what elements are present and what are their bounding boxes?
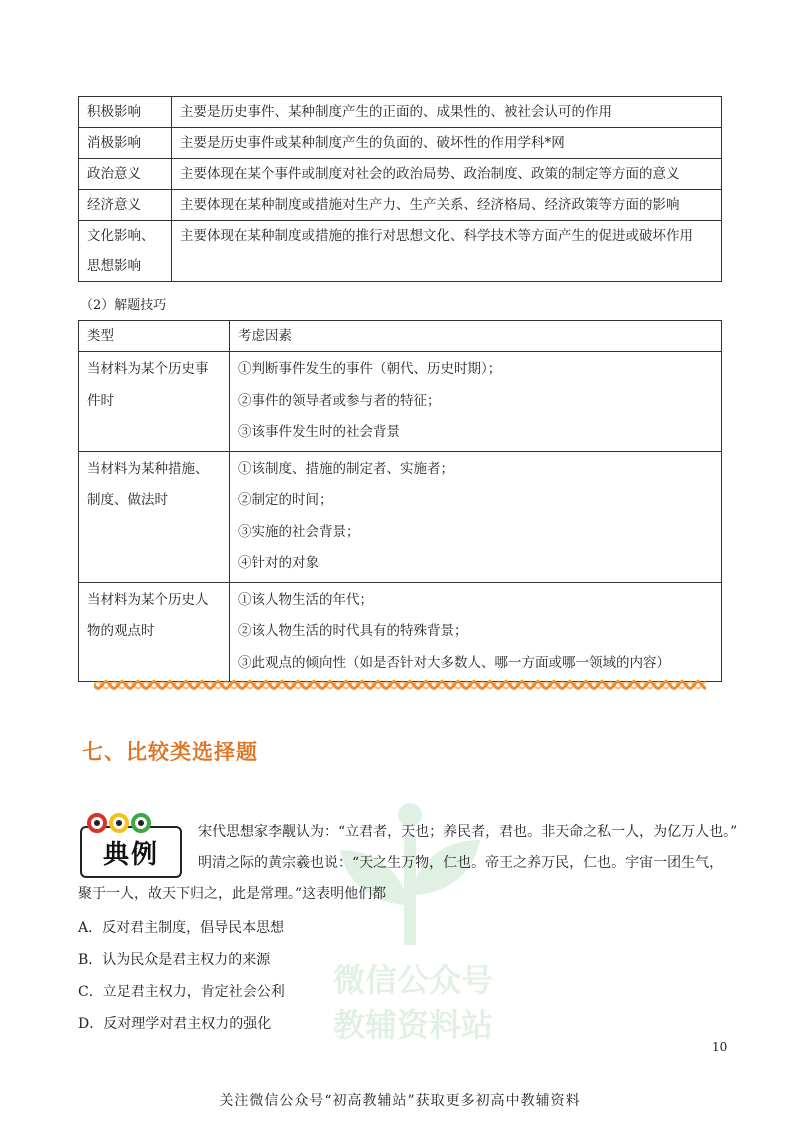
key-line: 文化影响、 [87, 228, 155, 244]
table-header-row [79, 321, 722, 352]
badge-dots-icon [86, 812, 156, 834]
key-line: 思想影响 [87, 258, 141, 274]
table-cell-value: 主要体现在某种制度或措施的推行对思想文化、科学技术等方面产生的促进或破坏作用 [172, 221, 722, 282]
question-line: 宋代思想家李觏认为：“立君者，天也；养民者，君也。非天命之私一人，为亿万人也。” [198, 824, 738, 840]
factor-line: ①该制度、措施的制定者、实施者； [238, 460, 454, 477]
table-cell-value: 主要体现在某个事件或制度对社会的政治局势、政治制度、政策的制定等方面的意义 [172, 159, 722, 190]
table-row [79, 97, 722, 128]
example-badge [80, 812, 182, 876]
factor-line: ②该人物生活的时代具有的特殊背景； [238, 623, 468, 639]
table-cell-key: 经济意义 [79, 190, 172, 221]
factor-line: ③实施的社会背景； [238, 523, 360, 540]
technique-table [78, 320, 722, 682]
table-cell-value: 主要体现在某种制度或措施对生产力、生产关系、经济格局、经济政策等方面的影响 [172, 190, 722, 221]
column-header-type: 类型 [79, 321, 230, 352]
table-row [79, 582, 722, 682]
type-line: 物的观点时 [87, 623, 155, 639]
factors-cell [230, 352, 722, 452]
type-line: 件时 [87, 392, 114, 409]
type-cell [79, 582, 230, 682]
question-line: 聚于一人，故天下归之，此是常理。”这表明他们都 [78, 886, 387, 902]
wavy-divider [94, 678, 706, 692]
table-cell-key: 积极影响 [79, 97, 172, 128]
type-line: 当材料为某个历史事 [87, 361, 209, 377]
table-row [79, 451, 722, 582]
page-footer: 关注微信公众号“初高教辅站”获取更多初高中教辅资料 [219, 1093, 581, 1109]
table-cell-value: 主要是历史事件或某种制度产生的负面的、破坏性的作用学科*网 [172, 128, 722, 159]
type-cell [79, 352, 230, 452]
table-cell-value: 主要是历史事件、某种制度产生的正面的、成果性的、被社会认可的作用 [172, 97, 722, 128]
column-header-factors: 考虑因素 [230, 321, 722, 352]
section-title: 七、比较类选择题 [82, 740, 258, 764]
type-line: 当材料为某个历史人 [87, 591, 209, 608]
type-line: 当材料为某种措施、 [87, 460, 209, 477]
answer-option-d[interactable]: D．反对理学对君主权力的强化 [78, 1016, 272, 1032]
factor-line: ③此观点的倾向性（如是否针对大多数人、哪一方面或哪一领域的内容） [238, 654, 670, 671]
factors-cell [230, 451, 722, 582]
factor-line: ①判断事件发生的事件（朝代、历史时期）； [238, 361, 502, 377]
factor-line: ③该事件发生时的社会背景 [238, 424, 400, 440]
table-cell-key [79, 221, 172, 282]
table-caption: （2）解题技巧 [80, 298, 167, 313]
watermark-text: 教辅资料站 [332, 1006, 493, 1044]
impact-table [78, 96, 722, 282]
question-line: 明清之际的黄宗羲也说：“天之生万物，仁也。帝王之养万民，仁也。宇宙一团生气， [198, 855, 724, 871]
table-cell-key: 政治意义 [79, 159, 172, 190]
table-cell-key: 消极影响 [79, 128, 172, 159]
sprout-logo-icon [300, 795, 520, 955]
factor-line: ④针对的对象 [238, 555, 319, 571]
factor-line: ②事件的领导者或参与者的特征； [238, 392, 441, 409]
badge-label: 典例 [80, 826, 182, 878]
page-number: 10 [712, 1040, 728, 1054]
answer-option-c[interactable]: C．立足君主权力，肯定社会公利 [78, 984, 285, 1000]
table-row [79, 159, 722, 190]
table-row [79, 190, 722, 221]
type-cell [79, 451, 230, 582]
answer-option-b[interactable]: B．认为民众是君主权力的来源 [78, 952, 271, 968]
factors-cell [230, 582, 722, 682]
factor-line: ②制定的时间； [238, 492, 333, 508]
table-row [79, 352, 722, 452]
table-row [79, 128, 722, 159]
type-line: 制度、做法时 [87, 492, 168, 508]
factor-line: ①该人物生活的年代； [238, 591, 373, 608]
answer-option-a[interactable]: A．反对君主制度，倡导民本思想 [78, 920, 285, 936]
table-row [79, 221, 722, 282]
watermark-text: 微信公众号 [332, 961, 493, 999]
